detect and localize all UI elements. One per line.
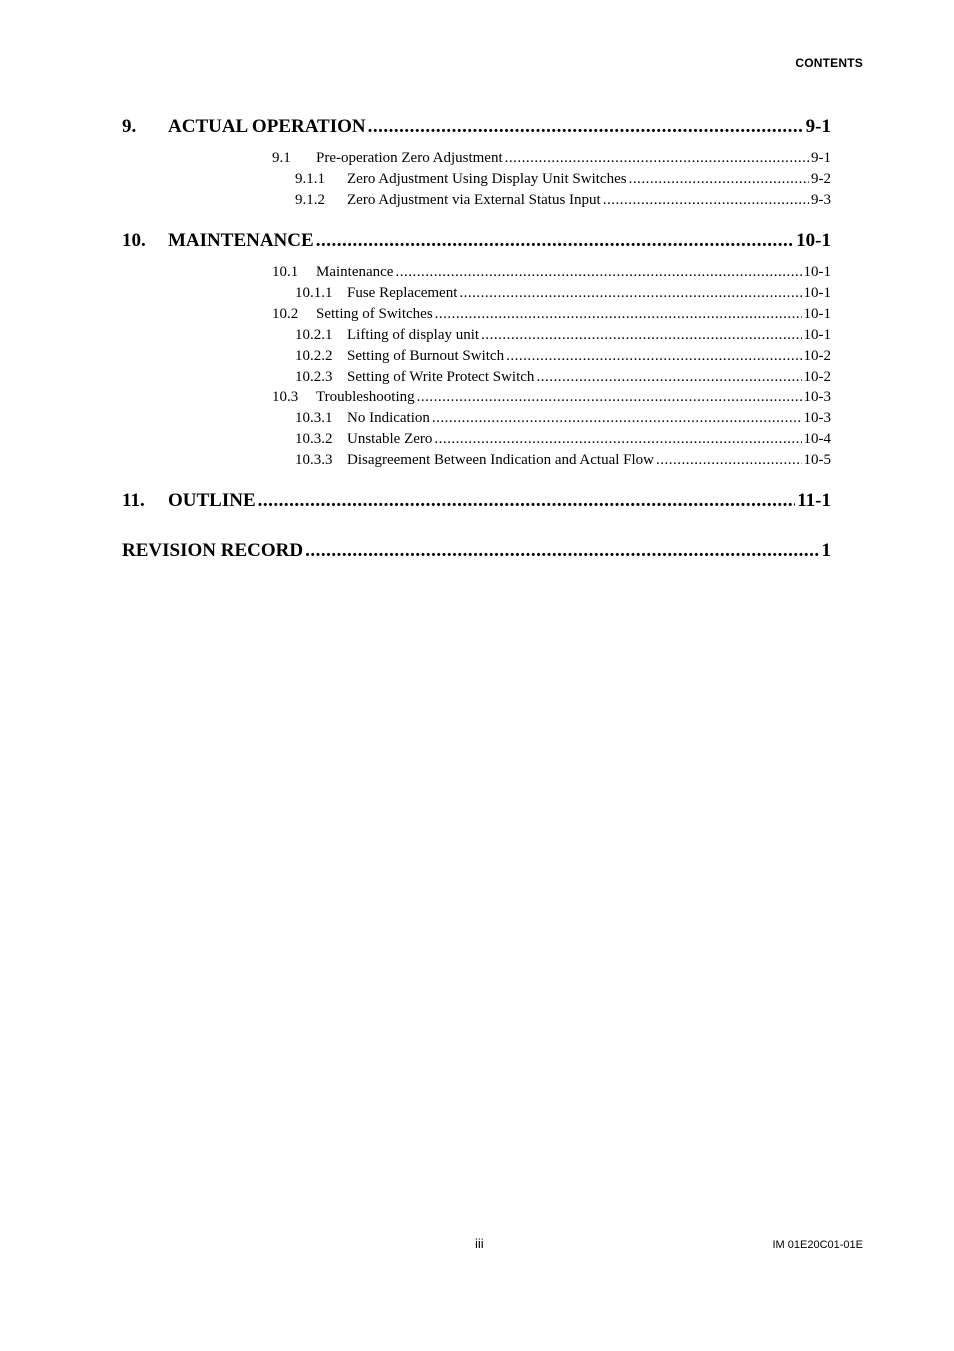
toc-number: 9.1.1 bbox=[295, 171, 325, 187]
toc-number: 10.2 bbox=[272, 306, 299, 322]
dot-leader bbox=[258, 490, 796, 512]
toc-title: Setting of Write Protect Switch bbox=[347, 369, 535, 385]
dot-leader bbox=[305, 540, 819, 562]
toc-title: Troubleshooting bbox=[316, 389, 415, 405]
toc-title: MAINTENANCE bbox=[168, 230, 314, 251]
toc-page: 9-3 bbox=[811, 192, 831, 208]
page-number: iii bbox=[475, 1236, 484, 1251]
toc-title: Disagreement Between Indication and Actual Flow bbox=[347, 452, 654, 468]
toc-number: 10.2.3 bbox=[295, 369, 333, 385]
dot-leader bbox=[459, 285, 801, 302]
toc-page: 10-1 bbox=[803, 306, 831, 322]
toc-page: 10-2 bbox=[803, 369, 831, 385]
toc-page: 10-3 bbox=[803, 410, 831, 426]
toc-subsection-10-2-1[interactable] bbox=[295, 327, 831, 344]
toc-number: 10.3 bbox=[272, 389, 299, 405]
toc-subsection-10-3-2[interactable] bbox=[295, 431, 831, 448]
toc-title: Setting of Switches bbox=[316, 306, 433, 322]
toc-title: Setting of Burnout Switch bbox=[347, 348, 505, 364]
toc-page: 9-2 bbox=[811, 171, 831, 187]
toc-number: 10.1 bbox=[272, 264, 299, 280]
toc-title: Fuse Replacement bbox=[347, 285, 458, 301]
toc-page: 10-3 bbox=[803, 389, 831, 405]
toc-page: 10-1 bbox=[803, 264, 831, 280]
dot-leader bbox=[603, 192, 809, 209]
dot-leader bbox=[435, 306, 802, 323]
dot-leader bbox=[481, 327, 801, 344]
dot-leader bbox=[656, 452, 802, 469]
dot-leader bbox=[629, 171, 809, 188]
document-id: IM 01E20C01-01E bbox=[772, 1239, 863, 1251]
toc-page: 1 bbox=[821, 540, 831, 561]
toc-page: 10-1 bbox=[803, 327, 831, 343]
toc-chapter-9[interactable] bbox=[122, 116, 831, 138]
dot-leader bbox=[368, 116, 804, 138]
toc-subsection-10-3-1[interactable] bbox=[295, 410, 831, 427]
dot-leader bbox=[505, 150, 809, 167]
toc-number: 9. bbox=[122, 116, 137, 137]
toc-subsection-10-3-3[interactable] bbox=[295, 452, 831, 469]
toc-subsection-10-2-2[interactable] bbox=[295, 348, 831, 365]
toc-page: 11-1 bbox=[797, 490, 831, 511]
dot-leader bbox=[395, 264, 801, 281]
toc-section-10-1[interactable] bbox=[272, 264, 831, 281]
toc-number: 10.2.2 bbox=[295, 348, 333, 364]
dot-leader bbox=[434, 431, 801, 448]
toc-subsection-10-1-1[interactable] bbox=[295, 285, 831, 302]
toc-number: 10.1.1 bbox=[295, 285, 333, 301]
toc-page: 10-2 bbox=[803, 348, 831, 364]
toc-number: 10.2.1 bbox=[295, 327, 333, 343]
toc-number: 10.3.1 bbox=[295, 410, 333, 426]
toc-section-10-3[interactable] bbox=[272, 389, 831, 406]
toc-subsection-9-1-2[interactable] bbox=[295, 192, 831, 209]
toc-title: ACTUAL OPERATION bbox=[168, 116, 366, 137]
dot-leader bbox=[316, 230, 794, 252]
toc-title: Zero Adjustment Using Display Unit Switches bbox=[347, 171, 627, 187]
toc-page: 10-1 bbox=[803, 285, 831, 301]
toc-title: Maintenance bbox=[316, 264, 394, 280]
toc-chapter-11[interactable] bbox=[122, 490, 831, 512]
toc-number: 10. bbox=[122, 230, 146, 251]
toc-section-10-2[interactable] bbox=[272, 306, 831, 323]
dot-leader bbox=[417, 389, 802, 406]
toc-title: Pre-operation Zero Adjustment bbox=[316, 150, 503, 166]
toc-subsection-10-2-3[interactable] bbox=[295, 369, 831, 386]
toc-title: No Indication bbox=[347, 410, 430, 426]
toc-number: 11. bbox=[122, 490, 145, 511]
toc-revision-record[interactable] bbox=[122, 540, 831, 562]
toc-page: 10-5 bbox=[803, 452, 831, 468]
header-label: CONTENTS bbox=[795, 56, 863, 70]
toc-number: 10.3.3 bbox=[295, 452, 333, 468]
toc-number: 10.3.2 bbox=[295, 431, 333, 447]
toc-page: 9-1 bbox=[805, 116, 831, 137]
toc-title: Lifting of display unit bbox=[347, 327, 480, 343]
toc-page: 10-1 bbox=[796, 230, 831, 251]
toc-page: 10-4 bbox=[803, 431, 831, 447]
toc-chapter-10[interactable] bbox=[122, 230, 831, 252]
toc-section-9-1[interactable] bbox=[272, 150, 831, 167]
dot-leader bbox=[432, 410, 802, 427]
dot-leader bbox=[506, 348, 801, 365]
toc-number: 9.1 bbox=[272, 150, 291, 166]
toc-number: 9.1.2 bbox=[295, 192, 325, 208]
toc-page: 9-1 bbox=[811, 150, 831, 166]
toc-title: OUTLINE bbox=[168, 490, 256, 511]
toc-title: Zero Adjustment via External Status Input bbox=[347, 192, 601, 208]
toc-title: REVISION RECORD bbox=[122, 540, 304, 561]
toc-subsection-9-1-1[interactable] bbox=[295, 171, 831, 188]
toc-title: Unstable Zero bbox=[347, 431, 433, 447]
dot-leader bbox=[536, 369, 801, 386]
